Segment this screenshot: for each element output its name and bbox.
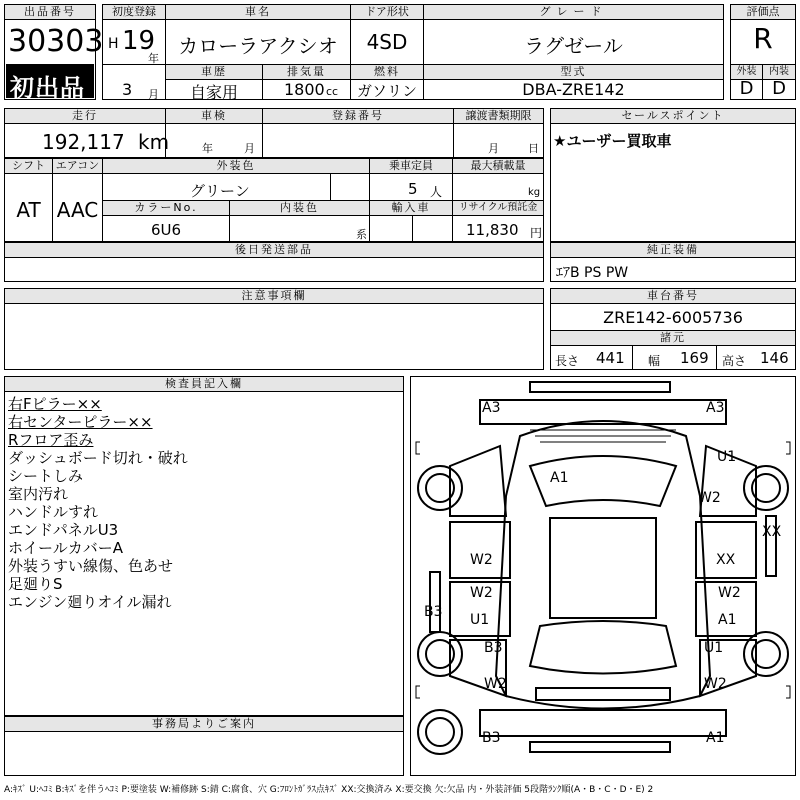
- displacement-unit: cc: [326, 85, 339, 98]
- capacity-unit: 人: [430, 185, 443, 199]
- car-diagram: [410, 376, 796, 776]
- max-load-label: 最大積載量: [453, 159, 543, 174]
- shift-label: シフト: [5, 159, 52, 174]
- door-label: ドア形状: [351, 5, 423, 20]
- car-name: カローラアクシオ: [178, 34, 338, 58]
- inspection-month-unit: 月: [244, 142, 255, 155]
- height-label: 高さ: [722, 354, 747, 368]
- ac: AAC: [56, 198, 99, 222]
- shift: AT: [16, 198, 41, 222]
- transfer-day-unit: 日: [528, 142, 539, 155]
- max-load-unit: kg: [528, 187, 541, 198]
- inspector-note: ハンドルすれ: [8, 503, 99, 521]
- inspector-note: ホイールカバーA: [8, 539, 123, 557]
- damage-mark: B3: [424, 604, 443, 620]
- damage-mark: W2: [698, 490, 721, 506]
- year-unit: 年: [148, 52, 159, 65]
- inspector-note: エンドパネルU3: [8, 521, 119, 539]
- mileage-label: 走行: [5, 109, 165, 124]
- month-unit: 月: [148, 88, 159, 101]
- grade: ラグゼール: [524, 34, 623, 58]
- inspector-note: 足廻りS: [8, 575, 63, 593]
- inspector-note: シートしみ: [8, 467, 84, 485]
- damage-mark: W2: [470, 585, 493, 601]
- displacement: 1800: [284, 80, 325, 99]
- legend: A:ｷｽﾞ U:ﾍｺﾐ B:ｷｽﾞを伴うﾍｺﾐ P:要塗装 W:補修跡 S:錆 C:腐食、穴 G:ﾌﾛﾝﾄｶﾞﾗｽ点ｷｽﾞ XX:交換済み X:要交換 欠:欠品 内・外装評価 5段階ﾗﾝｸ順(A・B・C・D・E) 2: [4, 785, 654, 795]
- damage-mark: A1: [718, 612, 737, 628]
- inspector-note: 右センターピラー××: [8, 413, 153, 431]
- sales-point: ★ユーザー買取車: [553, 132, 672, 150]
- damage-mark: U1: [470, 612, 490, 628]
- damage-mark: A1: [550, 470, 569, 486]
- history: 自家用: [189, 83, 238, 102]
- recycle-label: リサイクル預託金: [453, 201, 543, 216]
- genuine-equipment: ｴｱB PS PW: [556, 265, 629, 281]
- sales-point-label: セールスポイント: [551, 109, 795, 124]
- inspection-year-unit: 年: [202, 142, 213, 155]
- inspector-note: Rフロア歪み: [8, 431, 94, 449]
- damage-mark: XX: [762, 524, 782, 540]
- length-label: 長さ: [555, 354, 580, 368]
- reg-no-label: 登録番号: [263, 109, 453, 124]
- damage-mark: W2: [484, 676, 507, 692]
- damage-mark: A3: [482, 400, 501, 416]
- int-color-label: 内装色: [230, 201, 369, 216]
- chassis-label: 車台番号: [551, 289, 795, 304]
- inspector-note: エンジン廻りオイル漏れ: [8, 593, 172, 611]
- inspector-note: 外装うすい線傷、色あせ: [8, 557, 174, 575]
- damage-mark: B3: [482, 730, 501, 746]
- height: 146: [760, 349, 789, 367]
- fuel-label: 燃料: [351, 65, 423, 80]
- first-listing-text: 初出品: [10, 74, 85, 102]
- sales-point-box: [550, 108, 796, 242]
- length: 441: [596, 349, 625, 367]
- damage-mark: U1: [717, 449, 737, 465]
- notes-label: 注意事項欄: [5, 289, 543, 304]
- inspector-note: 室内汚れ: [8, 485, 69, 503]
- first-reg-year: 19: [122, 26, 156, 56]
- recycle-unit: 円: [530, 226, 543, 240]
- damage-mark: B3: [484, 640, 503, 656]
- import-label: 輸入車: [370, 201, 452, 216]
- era: H: [108, 36, 119, 52]
- lot-number-label: 出品番号: [5, 5, 95, 20]
- displacement-label: 排気量: [263, 65, 350, 80]
- capacity-label: 乗車定員: [370, 159, 452, 174]
- fuel: ガソリン: [356, 82, 417, 100]
- ext-color: グリーン: [190, 182, 250, 200]
- later-parts-label: 後日発送部品: [5, 243, 543, 258]
- ac-label: エアコン: [53, 159, 102, 174]
- capacity: 5: [408, 180, 418, 198]
- transfer-month-unit: 月: [488, 142, 499, 155]
- damage-mark: W2: [704, 676, 727, 692]
- office-label: 事務局よりご案内: [5, 717, 403, 732]
- damage-mark: XX: [716, 552, 736, 568]
- interior-label: 内装: [763, 65, 795, 80]
- damage-mark: W2: [470, 552, 493, 568]
- damage-mark: A3: [706, 400, 725, 416]
- chassis-number: ZRE142-6005736: [603, 308, 743, 327]
- inspector-note: 右Fピラー××: [8, 395, 102, 413]
- int-color-unit: 系: [356, 228, 367, 241]
- mileage-unit: km: [138, 130, 170, 154]
- inspector-label: 検査員記入欄: [5, 377, 403, 392]
- first-reg-month: 3: [122, 80, 133, 99]
- exterior-grade: D: [739, 78, 754, 99]
- exterior-label: 外装: [731, 65, 762, 80]
- mileage: 192,117: [42, 130, 125, 154]
- width-label: 幅: [648, 354, 661, 368]
- car-name-label: 車名: [166, 5, 350, 20]
- grade-label: グレード: [424, 5, 723, 20]
- interior-grade: D: [772, 78, 786, 99]
- history-label: 車歴: [166, 65, 262, 80]
- recycle: 11,830: [466, 221, 519, 239]
- color-no-label: カラーNo.: [103, 201, 229, 216]
- specs-label: 諸元: [551, 331, 795, 346]
- damage-mark: A1: [706, 730, 725, 746]
- inspector-note: ダッシュボード切れ・破れ: [8, 449, 188, 467]
- damage-mark: W2: [718, 585, 741, 601]
- model: DBA-ZRE142: [522, 80, 625, 99]
- ext-color-label: 外装色: [103, 159, 369, 174]
- genuine-label: 純正装備: [551, 243, 795, 258]
- width: 169: [680, 349, 709, 367]
- color-no: 6U6: [150, 221, 182, 239]
- model-label: 型式: [424, 65, 723, 80]
- score-label: 評価点: [731, 5, 795, 20]
- score: R: [753, 22, 773, 55]
- door-type: 4SD: [366, 30, 408, 54]
- transfer-label: 譲渡書類期限: [454, 109, 543, 124]
- damage-mark: U1: [704, 640, 724, 656]
- inspection-label: 車検: [166, 109, 262, 124]
- first-reg-label: 初度登録: [103, 5, 165, 20]
- lot-number: 30303: [8, 24, 104, 59]
